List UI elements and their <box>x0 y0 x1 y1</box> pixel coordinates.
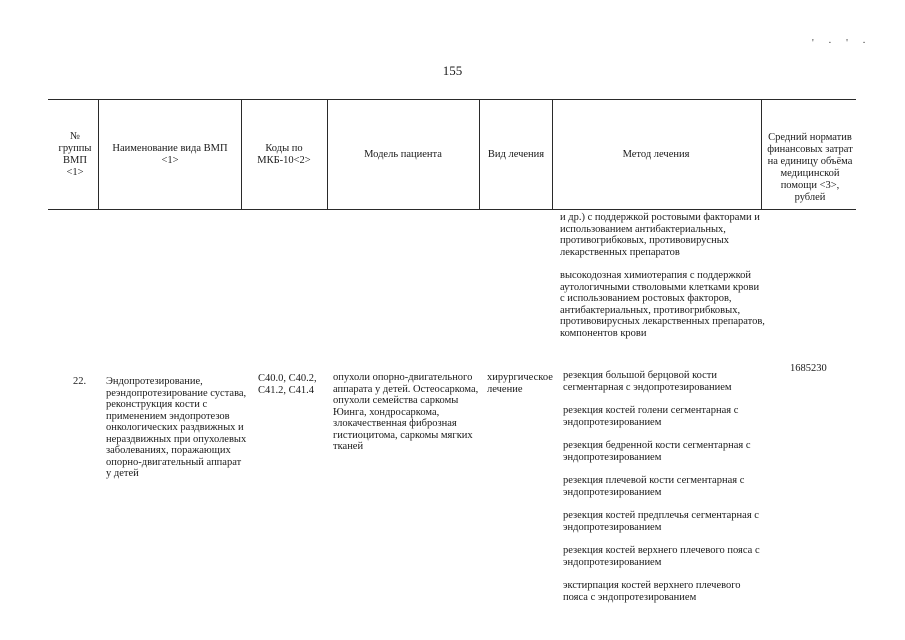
row-icd-codes: C40.0, C40.2, C41.2, C41.4 <box>258 373 317 396</box>
scan-marks: ' · ' · <box>812 38 872 49</box>
method-item: резекция плечевой кости сегментарная с эндопротезированием <box>563 475 745 498</box>
col-divider-1 <box>98 99 99 210</box>
row-treatment-type: хирургическое лечение <box>487 372 553 395</box>
row-cost: 1685230 <box>790 363 827 374</box>
col-divider-5 <box>552 99 553 210</box>
method-item: резекция бедренной кости сегментарная с эндопротезированием <box>563 440 751 463</box>
header-vmp-name: Наименование вида ВМП <1> <box>112 142 228 166</box>
col-divider-3 <box>327 99 328 210</box>
header-group-no: № группы ВМП <1> <box>58 130 92 178</box>
continuation-method: высокодозная химиотерапия с поддержкой аутологичными стволовыми клетками крови с использованием ростовых факторов, антибактериальных, противогрибковых, противовирусных лекарственных препаратов, компонентов крови <box>560 270 765 339</box>
header-icd-codes: Коды по МКБ-10<2> <box>257 142 311 166</box>
continuation-methods <box>560 212 765 351</box>
row-vmp-name: Эндопротезирование, реэндопротезирование сустава, реконструкция кости с применением эндопротезов онкологических раздвижных и нераздвижных при опухолевых заболеваниях, поражающих опорно-двигательный аппарат у детей <box>106 376 247 479</box>
row-patient-model: опухоли опорно-двигательного аппарата у детей. Остеосаркома, опухоли семейства саркомы Юинга, хондросаркома, злокачественная фиброзная гистиоцитома, саркомы мягких тканей <box>333 372 479 452</box>
row-group-no: 22. <box>73 376 87 387</box>
col-divider-6 <box>761 99 762 210</box>
continuation-method: и др.) с поддержкой ростовыми факторами и использованием антибактериальных, противогрибковых, противовирусных лекарственных препаратов <box>560 212 760 258</box>
header-treatment-type: Вид лечения <box>487 148 545 160</box>
header-avg-cost: Средний норматив финансовых затрат на единицу объёма медицинской помощи <3>, рублей <box>767 132 853 203</box>
method-item: экстирпация костей верхнего плечевого пояса с эндопротезированием <box>563 580 741 603</box>
method-item: резекция костей голени сегментарная с эндопротезированием <box>563 405 739 428</box>
row-methods <box>563 370 768 612</box>
col-divider-2 <box>241 99 242 210</box>
header-treatment-method: Метод лечения <box>622 148 690 160</box>
method-item: резекция костей предплечья сегментарная с эндопротезированием <box>563 510 759 533</box>
header-patient-model: Модель пациента <box>364 148 442 160</box>
method-item: резекция большой берцовой кости сегментарная с эндопротезированием <box>563 370 732 393</box>
method-item: резекция костей верхнего плечевого пояса с эндопротезированием <box>563 545 760 568</box>
col-divider-4 <box>479 99 480 210</box>
page-number: 155 <box>442 63 463 78</box>
